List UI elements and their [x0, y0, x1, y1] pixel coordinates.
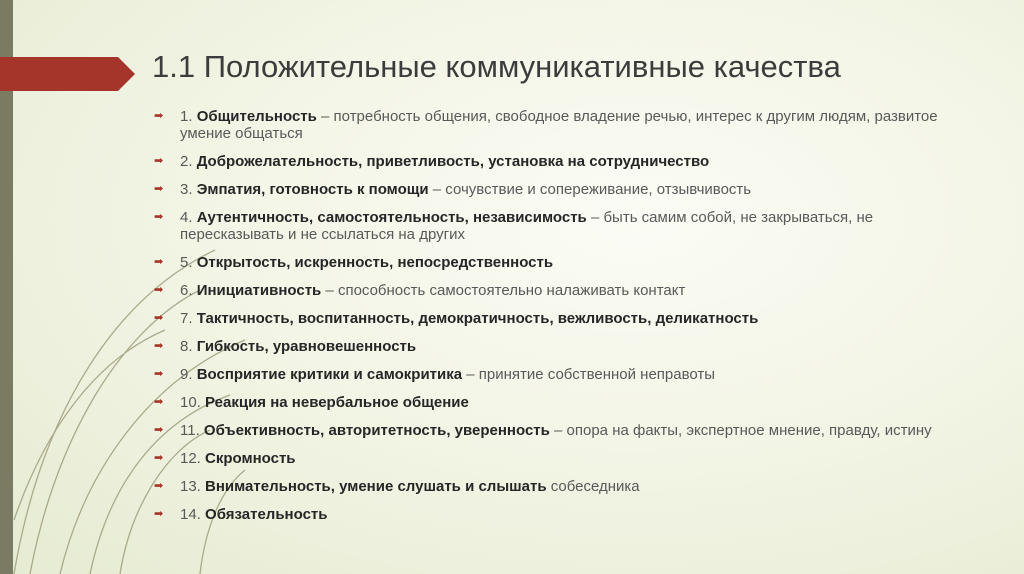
- list-item: [154, 181, 954, 198]
- item-number: 9.: [180, 366, 197, 383]
- arrow-right-icon: ➡: [154, 312, 164, 324]
- bullet-list: [154, 108, 954, 534]
- arrow-right-icon: ➡: [154, 211, 164, 223]
- list-item: [154, 108, 954, 142]
- item-number: 10.: [180, 394, 206, 411]
- item-quality: Восприятие критики и самокритика: [196, 366, 463, 383]
- list-item: [154, 478, 954, 495]
- slide-title: 1.1 Положительные коммуникативные качества: [152, 49, 841, 84]
- item-description: – принятие собственной неправоты: [462, 366, 716, 383]
- list-item: [154, 450, 954, 467]
- list-item: [154, 422, 954, 439]
- item-number: 12.: [180, 450, 206, 467]
- list-item: [154, 282, 954, 299]
- item-description: собеседника: [546, 478, 640, 495]
- item-description: – быть самим собой, не закрываться, не пересказывать и не ссылаться на других: [180, 209, 874, 243]
- item-number: 2.: [180, 153, 197, 170]
- arrow-right-icon: ➡: [154, 256, 164, 268]
- item-number: 5.: [180, 254, 197, 271]
- item-description: – опора на факты, экспертное мнение, правду, истину: [549, 422, 932, 439]
- arrow-right-icon: ➡: [154, 424, 164, 436]
- item-quality: Внимательность, умение слушать и слышать: [205, 478, 547, 495]
- arrow-right-icon: ➡: [154, 183, 164, 195]
- item-quality: Доброжелательность, приветливость, установка на сотрудничество: [196, 153, 710, 170]
- list-item: [154, 338, 954, 355]
- arrow-right-icon: ➡: [154, 110, 164, 122]
- item-quality: Эмпатия, готовность к помощи: [196, 181, 429, 198]
- item-quality: Реакция на невербальное общение: [205, 394, 469, 411]
- item-description: – потребность общения, свободное владение речью, интерес к другим людям, развитое умение общаться: [180, 108, 938, 142]
- item-quality: Инициативность: [196, 282, 322, 299]
- item-quality: Скромность: [205, 450, 296, 467]
- arrow-right-icon: ➡: [154, 452, 164, 464]
- item-quality: Общительность: [196, 108, 317, 125]
- arrow-right-icon: ➡: [154, 284, 164, 296]
- item-number: 13.: [180, 478, 206, 495]
- item-quality: Аутентичность, самостоятельность, независимость: [196, 209, 587, 226]
- list-item: [154, 254, 954, 271]
- item-number: 8.: [180, 338, 197, 355]
- item-description: – способность самостоятельно налаживать контакт: [321, 282, 686, 299]
- list-item: [154, 310, 954, 327]
- arrow-right-icon: ➡: [154, 396, 164, 408]
- list-item: [154, 153, 954, 170]
- arrow-right-icon: ➡: [154, 368, 164, 380]
- item-number: 6.: [180, 282, 197, 299]
- item-quality: Тактичность, воспитанность, демократичность, вежливость, деликатность: [196, 310, 759, 327]
- list-item: [154, 209, 954, 243]
- item-number: 14.: [180, 506, 206, 523]
- item-number: 1.: [180, 108, 197, 125]
- arrow-right-icon: ➡: [154, 508, 164, 520]
- arrow-right-icon: ➡: [154, 340, 164, 352]
- list-item: [154, 394, 954, 411]
- list-item: [154, 366, 954, 383]
- title-marker-arrow: [0, 57, 135, 91]
- list-item: [154, 506, 954, 523]
- arrow-right-icon: ➡: [154, 155, 164, 167]
- item-quality: Гибкость, уравновешенность: [196, 338, 417, 355]
- item-description: – сочувствие и сопереживание, отзывчивость: [428, 181, 752, 198]
- item-quality: Открытость, искренность, непосредственность: [196, 254, 554, 271]
- arrow-right-icon: ➡: [154, 480, 164, 492]
- item-number: 7.: [180, 310, 197, 327]
- item-quality: Обязательность: [205, 506, 328, 523]
- item-number: 3.: [180, 181, 197, 198]
- item-number: 4.: [180, 209, 197, 226]
- item-number: 11.: [180, 422, 204, 439]
- item-quality: Объективность, авторитетность, уверенность: [203, 422, 550, 439]
